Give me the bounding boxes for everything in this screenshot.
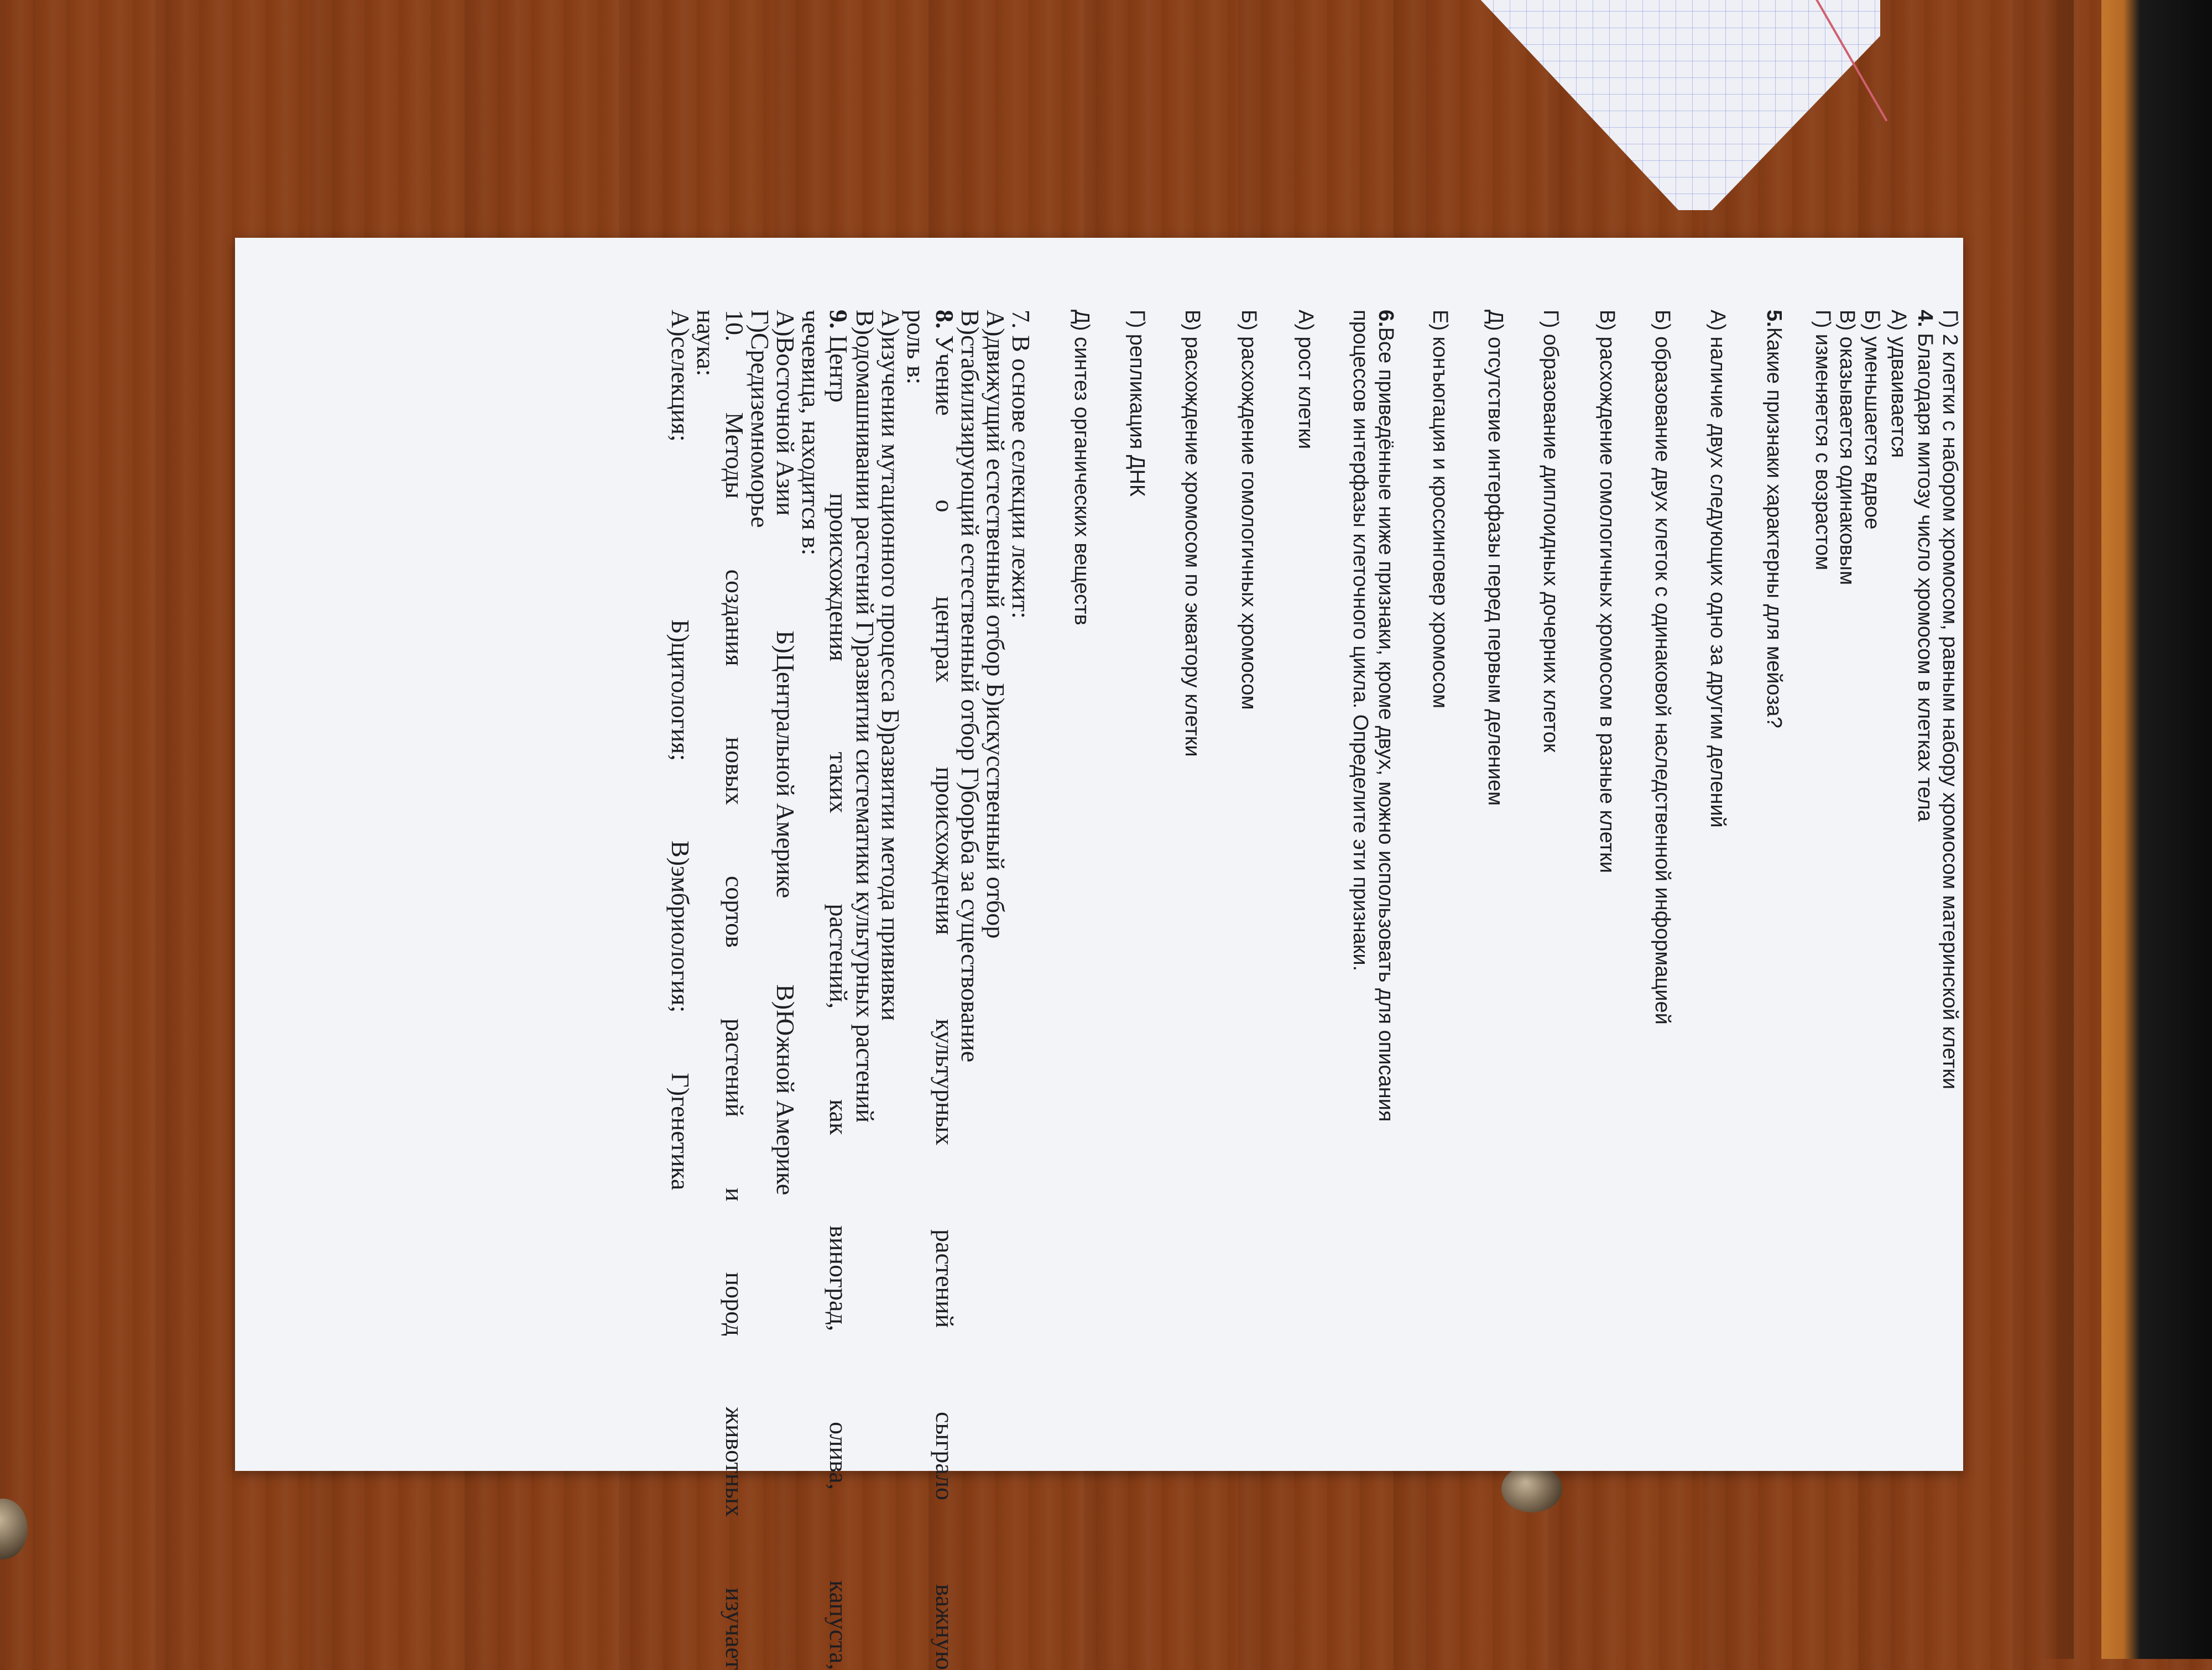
q6-question-line1: [1373, 310, 1399, 1121]
q10-option: Г)генетика: [666, 1073, 695, 1191]
q6-text: Все приведённые ниже признаки, кроме двух, можно использовать для описания: [1374, 327, 1397, 1122]
q5-option: В) расхождение гомологичных хромосом в разные клетки: [1595, 310, 1619, 873]
worksheet-paper: [235, 238, 1963, 1670]
q6-option: Б) расхождение гомологичных хромосом: [1237, 310, 1260, 710]
q6-question-line2: процессов интерфазы клеточного цикла. Определите эти признаки.: [1349, 310, 1372, 972]
q10-options-row: [667, 310, 693, 1190]
q9-word: таких: [825, 752, 853, 813]
q5-option: Е) конъюгация и кроссинговер хромосом: [1428, 310, 1452, 709]
q10-word: Методы: [721, 412, 749, 499]
q9-word: растений,: [825, 904, 853, 1009]
q10-word: и: [721, 1188, 749, 1202]
q9-option: Б)Центральной Америке: [771, 630, 800, 899]
q10-word: изучает: [721, 1588, 749, 1670]
q6-option: А) рост клетки: [1294, 310, 1317, 450]
q9-option: В)Южной Америке: [771, 984, 800, 1196]
table-edge: [2101, 0, 2212, 1659]
q9-options-row: [772, 310, 799, 1195]
q9-word: происхождения: [825, 493, 853, 661]
q9-word: как: [825, 1099, 853, 1135]
q10-word: пород: [721, 1272, 749, 1337]
q8-word: центрах: [931, 596, 959, 683]
q10-option: В)эмбриология;: [666, 841, 695, 1013]
q9-option-g: Г)Средиземноморье: [746, 310, 774, 528]
q10-question-line1: [721, 310, 748, 1670]
q9-question-line2: чечевица, находится в:: [797, 310, 825, 556]
q5-option: А) наличие двух следующих одно за другим делений: [1706, 310, 1729, 828]
q10-word: новых: [721, 737, 749, 805]
q5-option: Г) образование диплоидных дочерних клеток: [1539, 310, 1562, 753]
q8-word: культурных: [931, 1019, 959, 1146]
q8-question-line2: роль в:: [902, 310, 930, 385]
q8-word: сыграло: [931, 1412, 959, 1500]
q4-option: В) оказывается одинаковым: [1835, 310, 1859, 586]
q9-number: 9.: [825, 310, 853, 329]
q10-word: сортов: [721, 875, 749, 948]
q9-question-line1: [825, 310, 852, 1670]
q6-option: В) расхождение хромосом по экватору клетки: [1181, 310, 1204, 757]
q10-word: 10.: [721, 310, 749, 342]
q6-number: 6.: [1374, 310, 1397, 327]
screw-head: [1501, 1465, 1562, 1512]
q8-word: о: [931, 499, 959, 513]
q8-number: 8.: [931, 310, 959, 329]
q5-question: [1761, 310, 1787, 728]
screw-head: [0, 1499, 28, 1559]
q8-word: происхождения: [931, 766, 959, 935]
worksheet-content: [553, 310, 1963, 1670]
q10-word: животных: [721, 1407, 749, 1517]
table-edge-shadow: [2041, 0, 2074, 1659]
q10-word: растений: [721, 1018, 749, 1118]
q4-number: 4.: [1913, 310, 1937, 327]
graph-paper-sheet: [1460, 0, 1880, 210]
q10-option: А)селекция;: [666, 310, 695, 442]
q8-word: 8. Учение: [931, 310, 959, 416]
q6-option: Д) синтез органических веществ: [1070, 310, 1093, 625]
q7-options-row2: В)стабилизирующий естественный отбор Г)борьба за существование: [956, 310, 984, 1063]
q10-question-line2: наука:: [692, 310, 720, 377]
q4-option: Б) уменьшается вдвое: [1860, 310, 1884, 530]
q4-option: А) удваивается: [1887, 310, 1910, 458]
q8-question-line1: [931, 310, 958, 1670]
q5-option: Д) отсутствие интерфазы перед первым делением: [1484, 310, 1507, 806]
q9-word: виноград,: [825, 1225, 853, 1332]
q6-option: Г) репликация ДНК: [1125, 310, 1149, 497]
q8-options-row2: В)одомашнивании растений Г)развитии систематики культурных растений: [851, 310, 879, 1123]
q7-options-row1: А)движущий естественный отбор Б)искусственный отбор: [982, 310, 1010, 939]
q9-option: А)Восточной Азии: [771, 310, 800, 516]
q7-question: 7. В основе селекции лежит:: [1007, 310, 1035, 619]
q3-option-g: Г) 2 клетки с набором хромосом, равным набору хромосом материнской клетки: [1938, 310, 1961, 1089]
q5-option: Б) образование двух клеток с одинаковой наследственной информацией: [1651, 310, 1674, 1025]
q4-question: [1912, 310, 1938, 822]
q10-word: создания: [721, 569, 749, 666]
q8-word: растений: [931, 1229, 959, 1328]
q8-options-row1: А)изучении мутационного процесса Б)развитии метода прививки: [877, 310, 905, 1021]
q9-word: олива,: [825, 1422, 853, 1490]
q8-word: важную: [931, 1584, 959, 1670]
q5-number: 5.: [1762, 310, 1786, 327]
q5-text: Какие признаки характерны для мейоза?: [1762, 327, 1786, 728]
q9-word: 9. Центр: [825, 310, 853, 403]
q9-word: капуста,: [825, 1580, 853, 1670]
q10-option: Б)цитология;: [666, 619, 695, 761]
q4-text: Благодаря митозу число хромосом в клетках тела: [1913, 327, 1937, 822]
q4-option: Г) изменяется с возрастом: [1811, 310, 1834, 571]
